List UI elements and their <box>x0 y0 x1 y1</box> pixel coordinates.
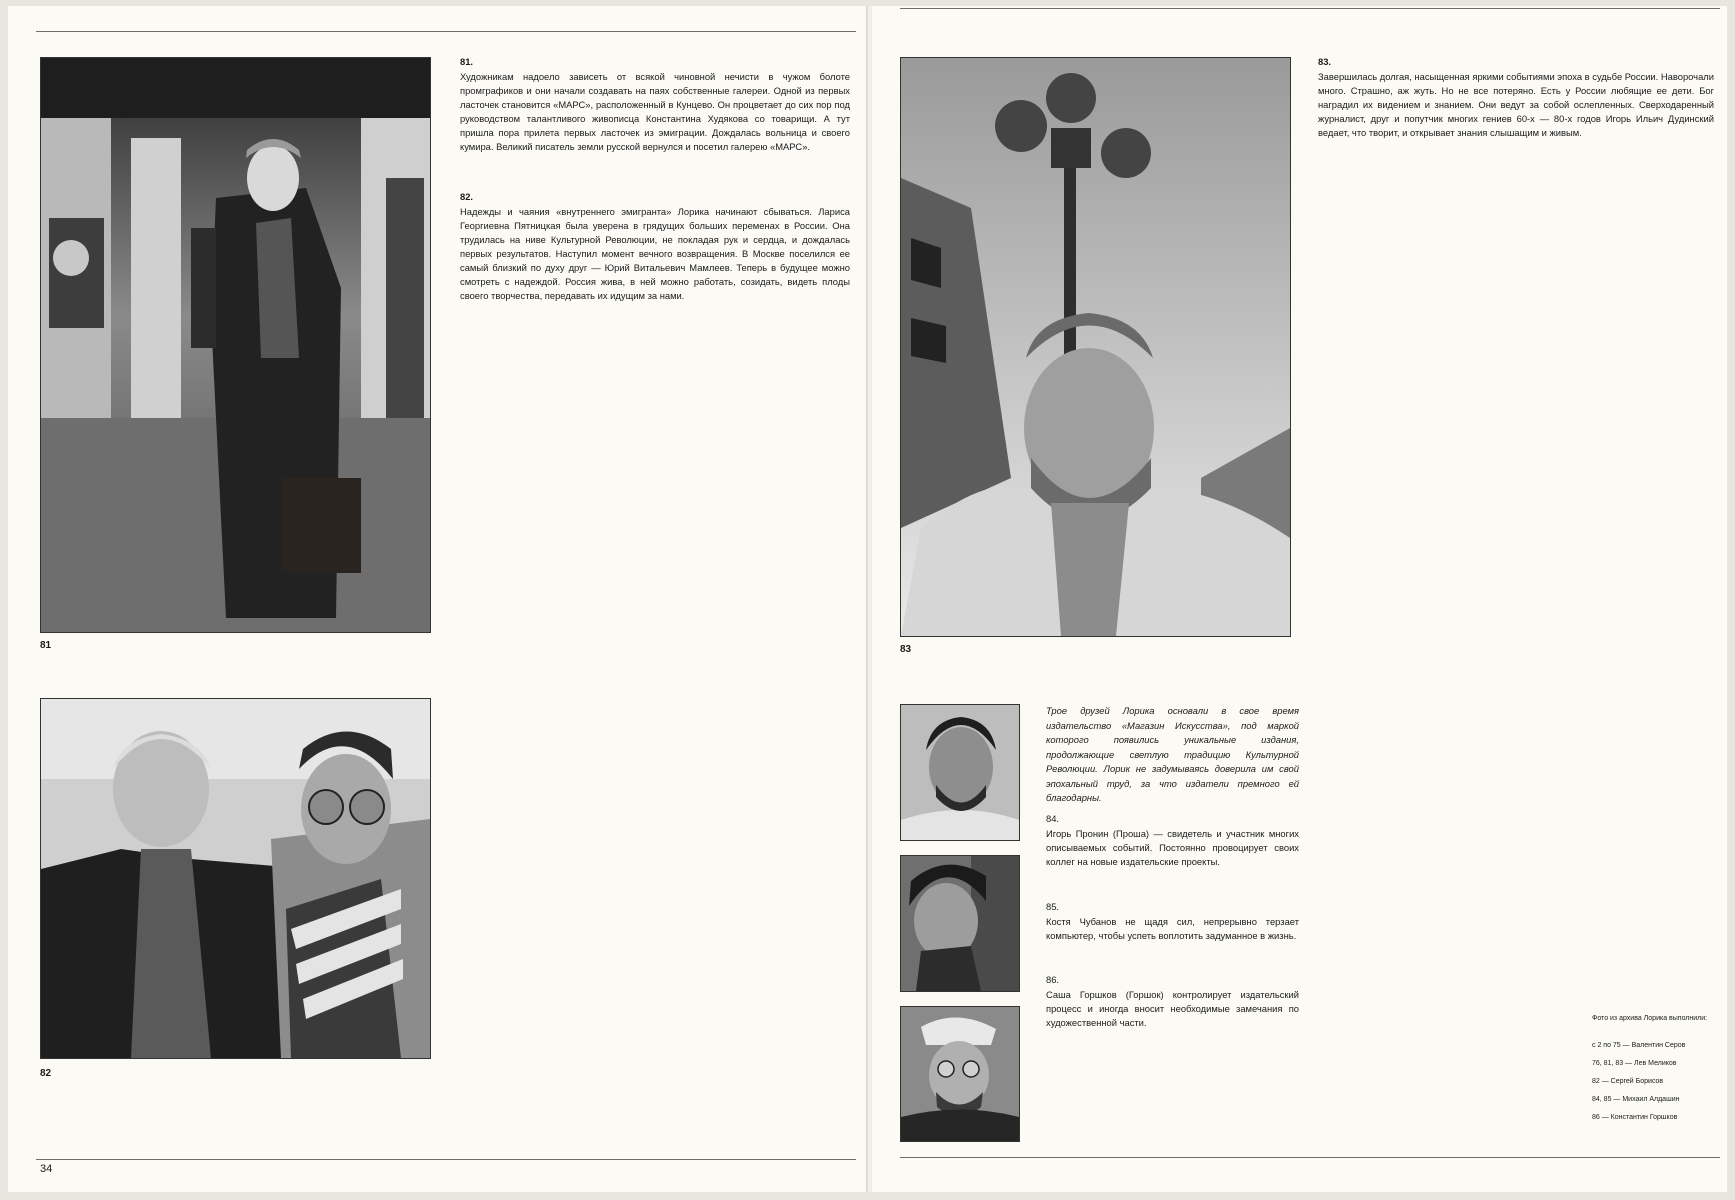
bottom-rule-right <box>900 1157 1720 1158</box>
bottom-rule-left <box>36 1159 856 1160</box>
figure-number-82: 82 <box>40 1068 52 1079</box>
photo-84-igor-pronin <box>900 704 1020 841</box>
text-86-heading: 86. <box>1046 974 1060 985</box>
text-82-heading: 82. <box>460 191 474 202</box>
text-81-body: Художникам надоело зависеть от всякой чиновной нечисти в чужом болоте промграфиков и они начали создавать на паях собственные галереи. Одной из первых ласточек становится «МАРС», расположенный в Кунцево. Он процветает до сих пор под руководством талантливого живописца Константина Худякова со товарищи. А тут пришла пора прилета первых ласточек из эмиграции. Дождалась вольница и своего кумира. Великий писатель земли русской вернулся и посетил галерею «МАРС». <box>460 71 850 152</box>
text-83-heading: 83. <box>1318 56 1332 67</box>
text-82-body: Надежды и чаяния «внутреннего эмигранта» Лорика начинают сбываться. Лариса Георгиевна Пятницкая была уверена в грядущих больших переменах в России. Она трудилась на ниве Культурной Революции, не покладая рук и сердца, и дождалась первых результатов. Наступил момент вечного возвращения. В Москве поселился ее самый близкий по духу друг — Юрий Витальевич Мамлеев. Теперь в будущее можно смотреть с надеждой. Россия жива, в ней можно работать, созидать, видеть плоды своего творчества, передавать их идущим за нами. <box>460 206 850 301</box>
text-81-heading: 81. <box>460 56 474 67</box>
text-86-body: Саша Горшков (Горшок) контролирует издательский процесс и иногда вносит необходимые замечания по художественной части. <box>1046 989 1299 1028</box>
text-block-85 <box>1046 900 1299 943</box>
top-rule-right <box>900 8 1720 9</box>
text-block-81 <box>460 55 850 154</box>
text-84-heading: 84. <box>1046 813 1060 824</box>
photo-84-image <box>901 705 1019 840</box>
text-83-body: Завершилась долгая, насыщенная яркими событиями эпоха в судьбе России. Наворочали много. Страшно, аж жуть. Но не все потеряно. Есть у России любящие ее дети. Бог наградил их видением и знанием. Они ведут за собой ослепленных. Сверходаренный журналист, друг и попутчик многих гениев 60-х — 80-х годов Игорь Ильич Дудинский ведает, что творит, и открывает знания слышащим и живым. <box>1318 71 1714 138</box>
photo-85-image <box>901 856 1019 991</box>
photo-86-image <box>901 1007 1019 1141</box>
photo-83-street-portrait <box>900 57 1291 637</box>
top-rule-left <box>36 31 856 32</box>
text-85-heading: 85. <box>1046 901 1060 912</box>
credits-row: 82 — Сергей Борисов <box>1592 1078 1664 1085</box>
credits-row: 84, 85 — Михаил Алдашин <box>1592 1096 1680 1103</box>
figure-number-83: 83 <box>900 644 912 655</box>
page-number: 34 <box>40 1163 53 1175</box>
photo-82-couple <box>40 698 431 1059</box>
text-block-84 <box>1046 812 1299 869</box>
photo-86-sasha-gorshkov <box>900 1006 1020 1142</box>
text-85-body: Костя Чубанов не щадя сил, непрерывно терзает компьютер, чтобы успеть воплотить задуманное в жизнь. <box>1046 916 1299 941</box>
photo-85-kostya-chubanov <box>900 855 1020 992</box>
publishers-intro: Трое друзей Лорика основали в свое время издательство «Магазин Искусства», под маркой которого появились уникальные издания, продолжающие светлую традицию Культурной Революции. Лорик не задумываясь доверила им свой эпохальный труд, за что издатели премного ей благодарны. <box>1046 705 1299 803</box>
photo-83-image <box>901 58 1290 636</box>
text-block-83 <box>1318 55 1714 140</box>
text-84-body: Игорь Пронин (Проша) — свидетель и участник многих описываемых событий. Постоянно провоцирует своих коллег на новые издательские проекты. <box>1046 828 1299 867</box>
credits-row: с 2 по 75 — Валентин Серов <box>1592 1042 1686 1049</box>
credits-title: Фото из архива Лорика выполнили: <box>1592 1015 1708 1022</box>
photo-81-image <box>41 58 430 632</box>
text-block-82 <box>460 190 850 303</box>
credits-row: 76, 81, 83 — Лев Меликов <box>1592 1060 1677 1067</box>
photo-credits <box>1592 1014 1722 1122</box>
photo-81-gallery-visitor <box>40 57 431 633</box>
credits-row: 86 — Константин Горшков <box>1592 1114 1678 1121</box>
photo-82-image <box>41 699 430 1058</box>
figure-number-81: 81 <box>40 640 52 651</box>
text-block-86 <box>1046 973 1299 1030</box>
